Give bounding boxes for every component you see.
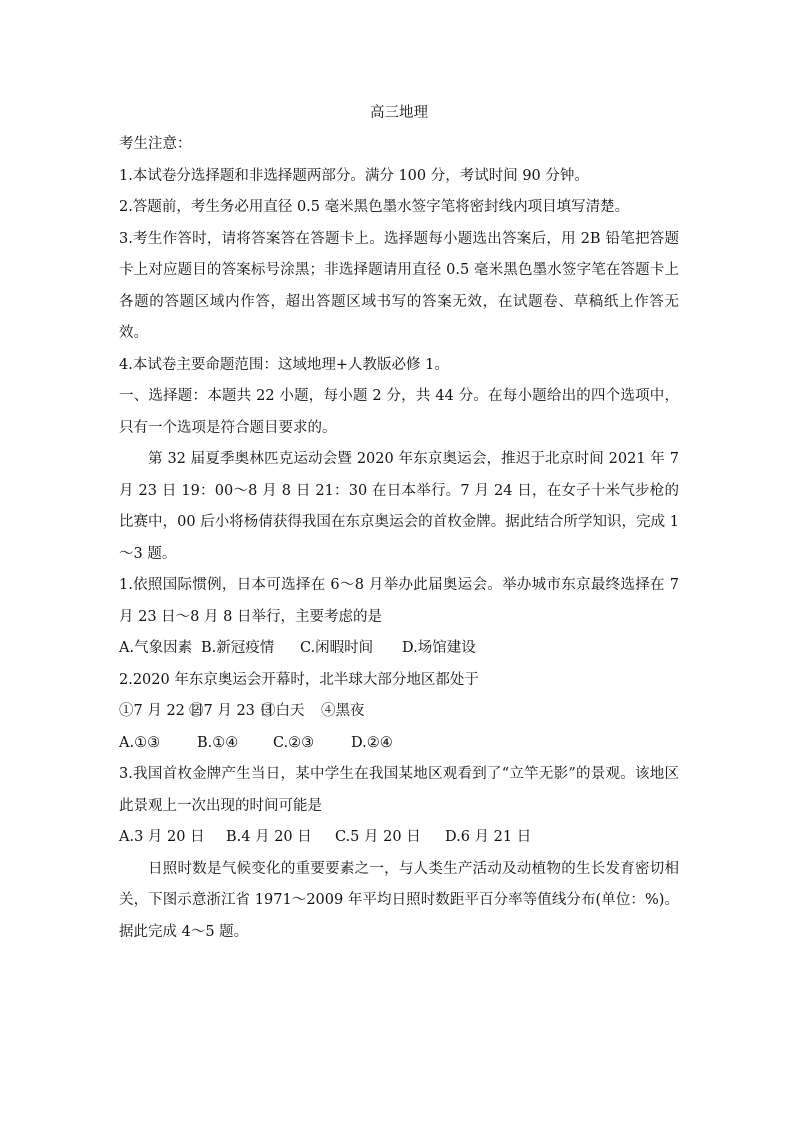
option-c: C.②③	[273, 734, 315, 751]
choice-1: ①7 月 22 日	[119, 703, 205, 719]
passage-olympics: 第 32 届夏季奥林匹克运动会暨 2020 年东京奥运会，推迟于北京时间 2021 年 7 月 23 日 19：00～8 月 8 日 21：30 在日本举行。7 月 24 日，在女子十米气步枪的比赛中，00 后小将杨倩获得我国在东京奥运会的首枚金牌。据此结合所学知识，完成 1～3 题。	[119, 451, 679, 562]
notice-heading: 考生注意：	[119, 136, 192, 152]
option-a: A.气象因素	[119, 640, 193, 656]
notice-item-3: 3.考生作答时，请将答案答在答题卡上。选择题每小题选出答案后，用 2B 铅笔把答题卡上对应题目的答案标号涂黑；非选择题请用直径 0.5 毫米黑色墨水签字笔在答题卡上各题的答题区域内作答，超出答题区域书写的答案无效，在试题卷、草稿纸上作答无效。	[119, 230, 679, 341]
question-1-stem: 1.依照国际惯例，日本可选择在 6～8 月举办此届奥运会。举办城市东京最终选择在 7 月 23 日～8 月 8 日举行，主要考虑的是	[119, 577, 679, 625]
option-b: B.4 月 20 日	[226, 829, 312, 845]
question-3-options	[119, 822, 679, 854]
section-heading: 一、选择题：本题共 22 小题，每小题 2 分，共 44 分。在每小题给出的四个选项中，只有一个选项是符合题目要求的。	[119, 388, 679, 436]
question-2-stem: 2.2020 年东京奥运会开幕时，北半球大部分地区都处于	[119, 671, 479, 688]
option-d: D.6 月 21 日	[445, 829, 532, 845]
choice-4: ④黑夜	[321, 703, 365, 719]
choice-3: ③白天	[261, 703, 305, 719]
page-content	[119, 98, 679, 948]
notice-item-4: 4.本试卷主要命题范围：这域地理+人教版必修 1。	[119, 356, 449, 373]
option-c: C.5 月 20 日	[335, 829, 421, 845]
notice-item-1: 1.本试卷分选择题和非选择题两部分。满分 100 分，考试时间 90 分钟。	[119, 167, 589, 184]
option-a: A.3 月 20 日	[119, 829, 205, 845]
option-d: D.场馆建设	[402, 640, 476, 656]
option-b: B.新冠疫情	[201, 640, 275, 656]
passage-sunshine: 日照时数是气候变化的重要要素之一，与人类生产活动及动植物的生长发育密切相关，下图示意浙江省 1971～2009 年平均日照时数距平百分率等值线分布(单位：%)。据此完成 4～5 题。	[119, 860, 679, 940]
question-3-stem: 3.我国首枚金牌产生当日，某中学生在我国某地区观看到了“立竿无影”的景观。该地区此景观上一次出现的时间可能是	[119, 766, 679, 814]
question-1-options	[119, 633, 679, 665]
option-a: A.①③	[119, 734, 161, 751]
option-d: D.②④	[351, 734, 393, 751]
choice-2: ②7 月 23 日	[189, 703, 275, 719]
option-c: C.闲暇时间	[300, 640, 374, 656]
question-2-options	[119, 728, 679, 760]
question-2-choices	[119, 696, 679, 728]
option-b: B.①④	[197, 734, 239, 751]
notice-item-2: 2.答题前，考生务必用直径 0.5 毫米黑色墨水签字笔将密封线内项目填写清楚。	[119, 199, 630, 215]
page-title: 高三地理	[370, 105, 428, 121]
